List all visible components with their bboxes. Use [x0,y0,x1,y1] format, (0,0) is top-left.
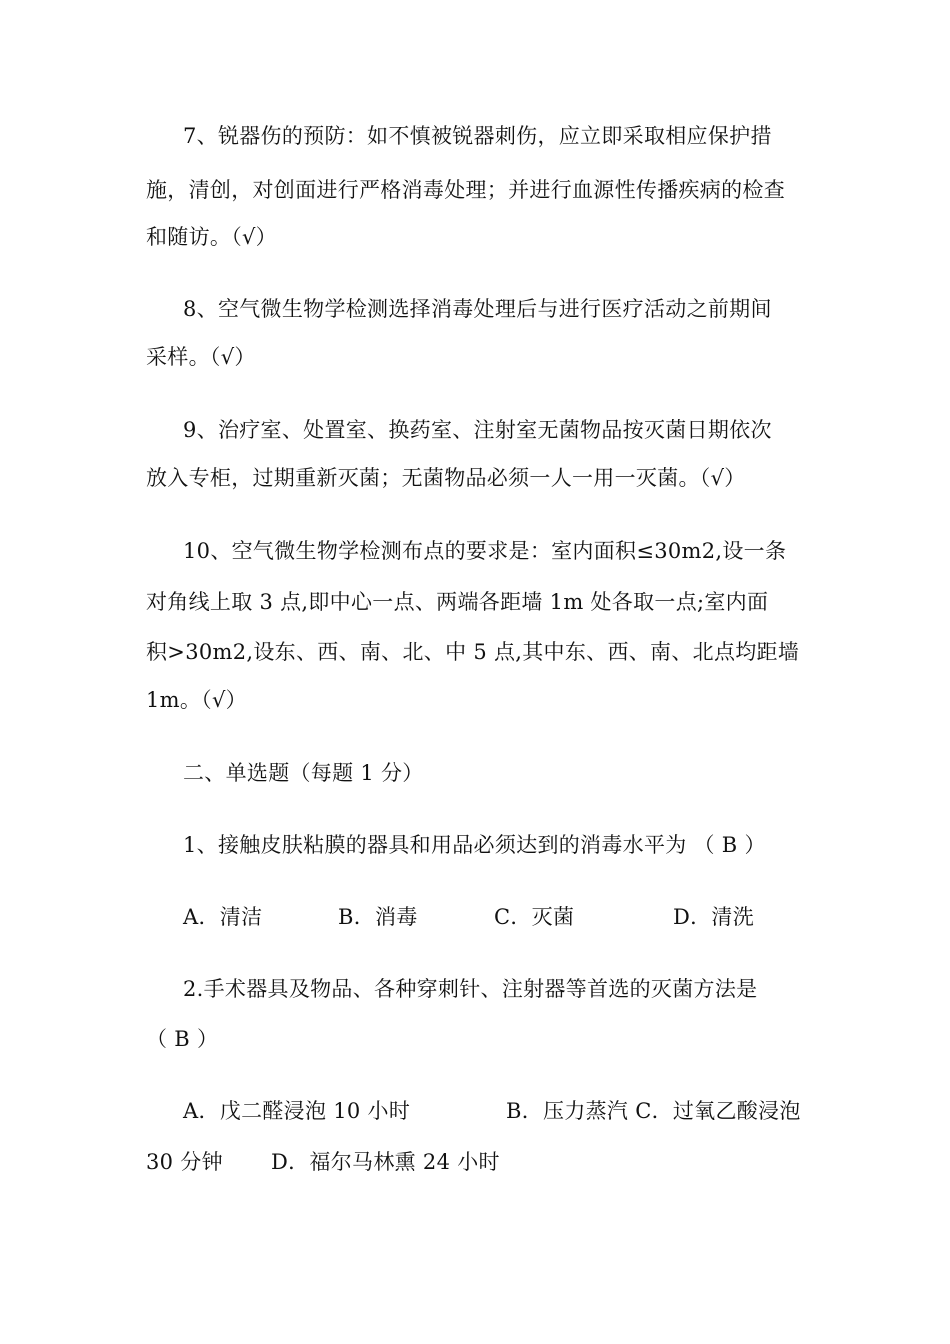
q7-line-3: 和随访。（√） [146,225,277,249]
q7-line-2: 施，清创，对创面进行严格消毒处理；并进行血源性传播疾病的检查 [146,178,785,202]
q10-line-4: 1m。（√） [146,688,247,712]
q10-line-3: 积>30m2,设东、西、南、北、中 5 点,其中东、西、南、北点均距墙 [146,640,800,664]
single-q2-option-d: D．福尔马林熏 24 小时 [271,1150,500,1174]
single-q2-line-1: 2.手术器具及物品、各种穿刺针、注射器等首选的灭菌方法是 [183,977,758,1001]
q10-line-2: 对角线上取 3 点,即中心一点、两端各距墙 1m 处各取一点;室内面 [146,590,769,614]
q8-line-1: 8、空气微生物学检测选择消毒处理后与进行医疗活动之前期间 [183,297,772,321]
single-q2-option-a: A．戊二醛浸泡 10 小时 [183,1099,411,1123]
single-q1-option-c: C．灭菌 [494,905,575,929]
q9-line-2: 放入专柜，过期重新灭菌；无菌物品必须一人一用一灭菌。（√） [146,466,746,490]
single-q1-stem: 1、接触皮肤粘膜的器具和用品必须达到的消毒水平为 （ B ） [183,833,766,857]
section-heading-single-choice: 二、单选题（每题 1 分） [183,761,424,785]
single-q2-options-b-c: B．压力蒸汽 C．过氧乙酸浸泡 [506,1099,801,1123]
q8-line-2: 采样。（√） [146,345,256,369]
q7-line-1: 7、锐器伤的预防：如不慎被锐器刺伤，应立即采取相应保护措 [183,124,772,148]
single-q1-option-b: B．消毒 [338,905,418,929]
single-q1-option-d: D．清洗 [673,905,755,929]
q9-line-1: 9、治疗室、处置室、换药室、注射室无菌物品按灭菌日期依次 [183,418,772,442]
single-q2-line-2: （ B ） [146,1027,219,1051]
single-q1-option-a: A．清洁 [183,905,263,929]
q10-line-1: 10、空气微生物学检测布点的要求是：室内面积≤30m2,设一条 [183,539,787,563]
single-q2-option-c-continued: 30 分钟 [146,1150,223,1174]
